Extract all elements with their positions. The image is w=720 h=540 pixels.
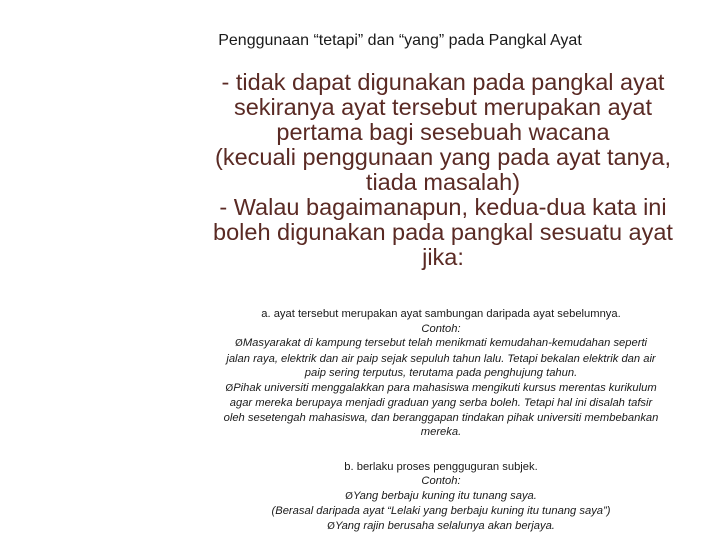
main-line: sekiranya ayat tersebut merupakan ayat: [233, 94, 652, 120]
section-b-example-2: ØYang rajin berusaha selalunya akan berjaya.: [327, 519, 555, 532]
section-b-example-1-note: (Berasal daripada ayat “Lelaki yang berbaju kuning itu tunang saya”): [271, 505, 611, 517]
main-line: jika:: [422, 244, 464, 270]
arrow-bullet-icon: Ø: [327, 520, 335, 532]
section-b-example-1: ØYang berbaju kuning itu tunang saya.: [345, 489, 537, 502]
section-b-heading: b. berlaku proses pengguguran subjek.: [344, 460, 538, 473]
arrow-bullet-icon: Ø: [225, 382, 234, 394]
arrow-bullet-icon: Ø: [345, 490, 353, 502]
main-line: - tidak dapat digunakan pada pangkal ayat: [221, 69, 665, 95]
slide-title: Penggunaan “tetapi” dan “yang” pada Pangkal Ayat: [218, 32, 582, 49]
section-a-example-1: ØMasyarakat di kampung tersebut telah menikmati kemudahan-kemudahan seperti jalan raya, elektrik dan air paip sejak sepuluh tahun lalu. Tetapi bekalan elektrik dan air paip sering terputus, terutama pada penghujung tahun.: [226, 337, 656, 379]
main-line: pertama bagi sesebuah wacana: [276, 119, 610, 145]
main-text-block: [196, 70, 690, 270]
examples-block: [186, 307, 696, 534]
section-a-heading: a. ayat tersebut merupakan ayat sambungan daripada ayat sebelumnya.: [261, 308, 621, 320]
section-a-example-2: ØPihak universiti menggalakkan para mahasiswa mengikuti kursus merentas kurikulum agar mereka berupaya menjadi graduan yang serba boleh. Tetapi hal ini disalah tafsir oleh sesetengah mahasiswa, dan beranggapan tindakan pihak universiti membebankan mereka.: [223, 381, 659, 438]
section-b-contoh: Contoh:: [421, 475, 461, 487]
arrow-bullet-icon: Ø: [234, 338, 243, 349]
main-line: boleh digunakan pada pangkal sesuatu ayat: [213, 219, 673, 245]
main-line: tiada masalah): [365, 169, 521, 195]
main-line: (kecuali penggunaan yang pada ayat tanya,: [215, 144, 671, 170]
section-a-contoh: Contoh:: [421, 322, 461, 335]
main-line: - Walau bagaimanapun, kedua-dua kata ini: [219, 194, 667, 220]
